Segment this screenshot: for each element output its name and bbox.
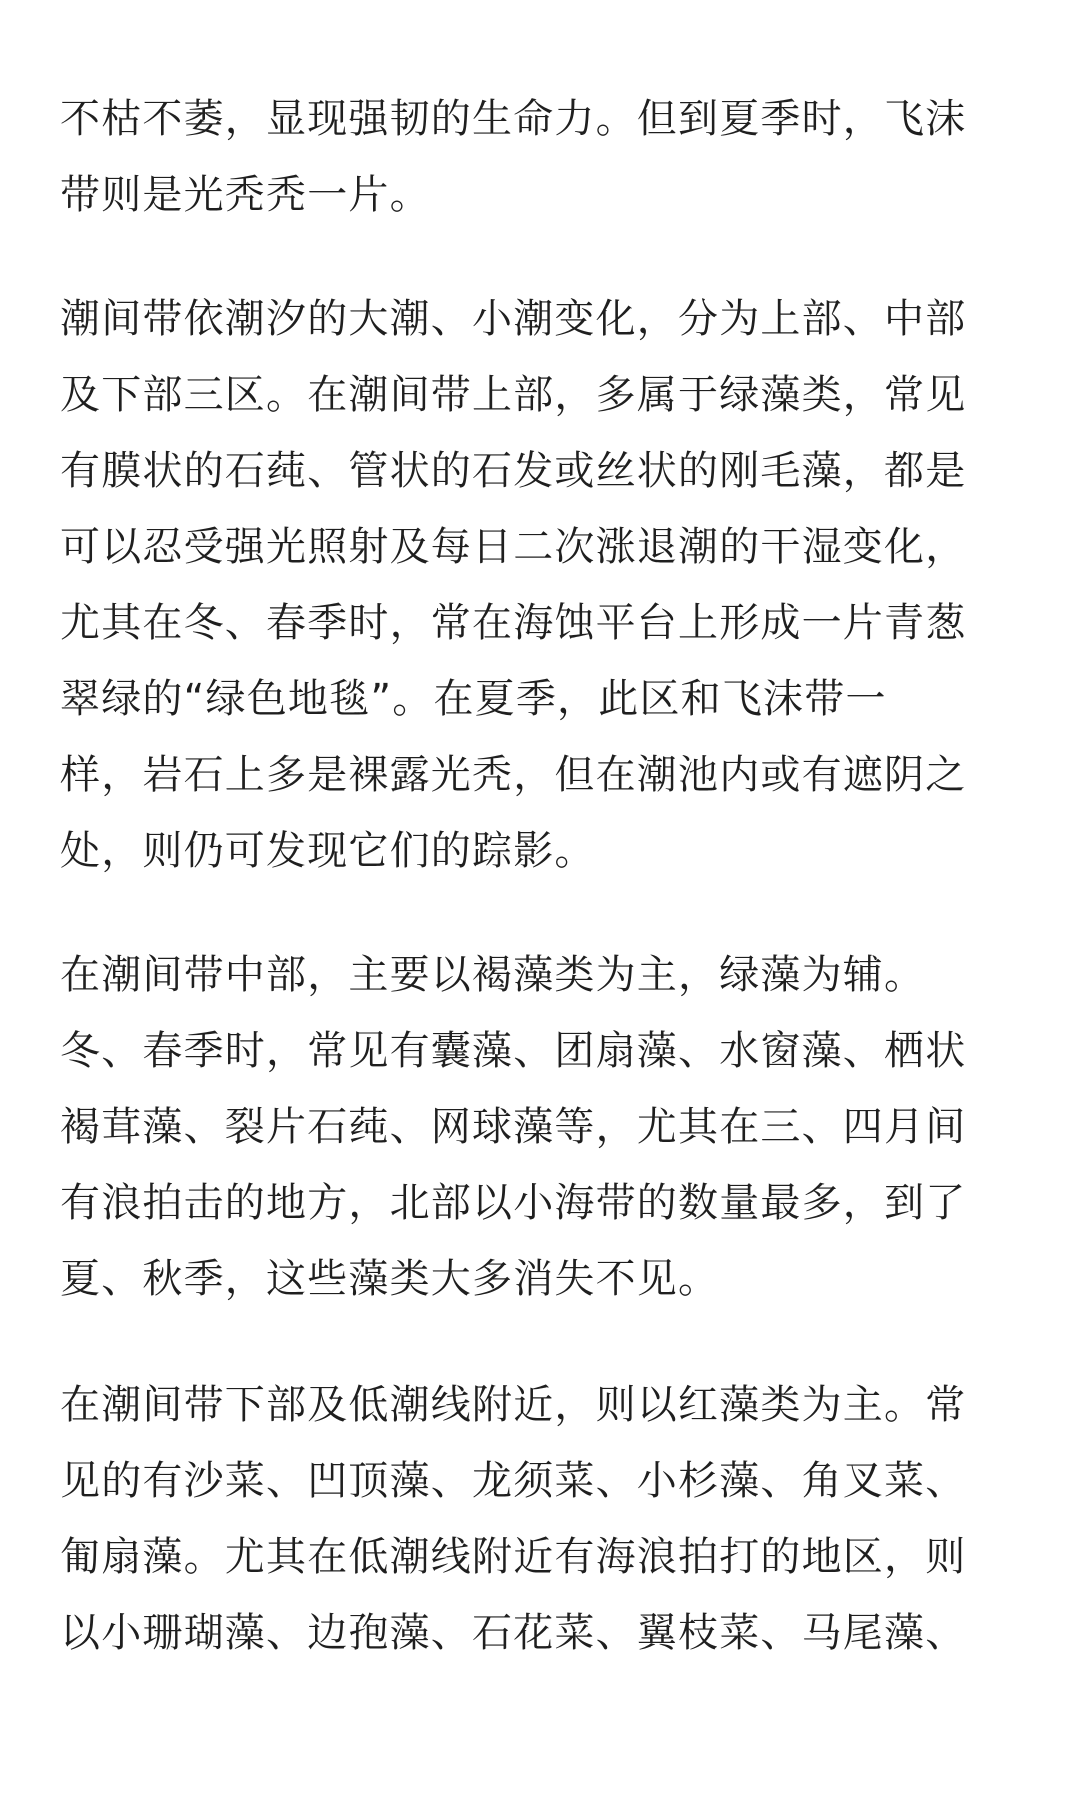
text-line: 以小珊瑚藻、边孢藻、石花菜、翼枝菜、马尾藻、	[60, 1610, 967, 1656]
paragraph-lower-intertidal	[60, 1367, 966, 1671]
paragraph-middle-intertidal	[60, 937, 966, 1317]
text-line: 带则是光秃秃一片。	[60, 172, 431, 218]
text-line: 夏、秋季，这些藻类大多消失不见。	[60, 1256, 720, 1302]
text-line: 不枯不萎，显现强韧的生命力。但到夏季时，飞沫	[60, 96, 967, 142]
text-line: 见的有沙菜、凹顶藻、龙须菜、小杉藻、角叉菜、	[60, 1458, 967, 1504]
text-line: 及下部三区。在潮间带上部，多属于绿藻类，常见	[60, 372, 967, 418]
text-line: 潮间带依潮汐的大潮、小潮变化，分为上部、中部	[60, 296, 967, 342]
text-line: 匍扇藻。尤其在低潮线附近有海浪拍打的地区，则	[60, 1534, 967, 1580]
text-line: 褐茸藻、裂片石莼、网球藻等，尤其在三、四月间	[60, 1104, 967, 1150]
text-line: 翠绿的“绿色地毯”。在夏季，此区和飞沫带一	[60, 676, 887, 722]
paragraph-spray-zone	[60, 81, 966, 233]
text-line: 处，则仍可发现它们的踪影。	[60, 828, 596, 874]
text-line: 有膜状的石莼、管状的石发或丝状的刚毛藻，都是	[60, 448, 967, 494]
text-line: 样，岩石上多是裸露光秃，但在潮池内或有遮阴之	[60, 752, 967, 798]
text-line: 尤其在冬、春季时，常在海蚀平台上形成一片青葱	[60, 600, 967, 646]
paragraph-upper-intertidal	[60, 281, 966, 889]
text-line: 在潮间带下部及低潮线附近，则以红藻类为主。常	[60, 1382, 967, 1428]
text-line: 在潮间带中部，主要以褐藻类为主，绿藻为辅。	[60, 952, 926, 998]
text-line: 冬、春季时，常见有囊藻、团扇藻、水窗藻、栖状	[60, 1028, 967, 1074]
text-line: 可以忍受强光照射及每日二次涨退潮的干湿变化，	[60, 524, 967, 570]
text-line: 有浪拍击的地方，北部以小海带的数量最多，到了	[60, 1180, 967, 1226]
